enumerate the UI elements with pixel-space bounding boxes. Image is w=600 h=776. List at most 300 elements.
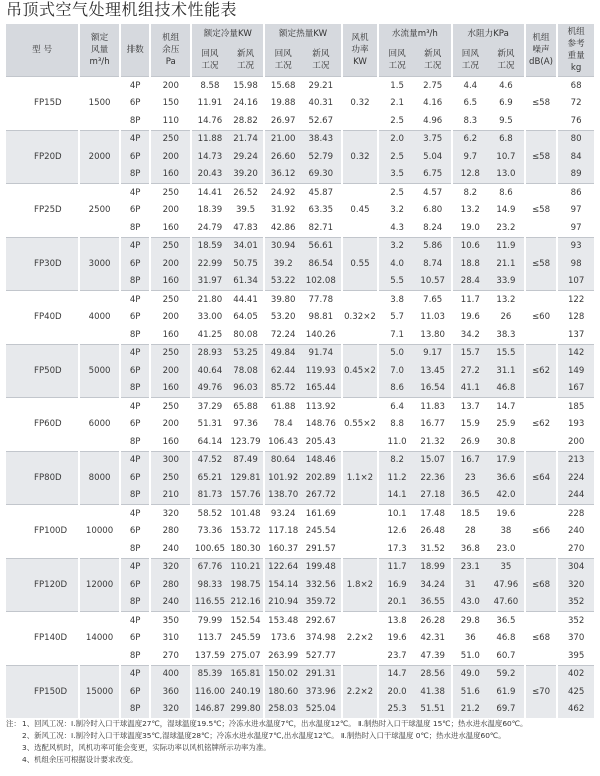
cell-rows: 4P — [120, 505, 151, 523]
cell-pressure: 310 — [150, 630, 191, 648]
cell-heating-fresh: 148.76 — [301, 416, 342, 434]
cell-noise: ≤62 — [525, 398, 558, 452]
cell-rows: 6P — [120, 630, 151, 648]
cell-cooling-return: 81.73 — [191, 487, 228, 505]
note-prefix: 注： — [6, 719, 21, 728]
cell-cooling-fresh: 240.19 — [228, 683, 265, 701]
cell-weight: 89 — [557, 166, 594, 184]
cell-cooling-return: 40.64 — [191, 362, 228, 380]
cell-cooling-fresh: 212.16 — [228, 594, 265, 612]
cell-pressure: 250 — [150, 291, 191, 309]
cell-pressure: 200 — [150, 416, 191, 434]
cell-cooling-fresh: 26.52 — [228, 184, 265, 202]
cell-cooling-fresh: 47.83 — [228, 219, 265, 237]
cell-waterflow-fresh: 51.51 — [415, 701, 452, 719]
cell-resistance-return: 15.9 — [452, 416, 489, 434]
cell-model: FP20D — [6, 130, 79, 184]
cell-waterflow-fresh: 17.48 — [415, 505, 452, 523]
cell-model: FP40D — [6, 291, 79, 345]
header-motor: 风机 功率 KW — [342, 24, 379, 77]
header-weight: 机组 参考 重量 kg — [557, 24, 594, 77]
cell-pressure: 250 — [150, 469, 191, 487]
cell-resistance-fresh: 8.6 — [488, 184, 525, 202]
cell-cooling-return: 67.76 — [191, 558, 228, 576]
cell-cooling-fresh: 78.08 — [228, 362, 265, 380]
cell-cooling-return: 116.00 — [191, 683, 228, 701]
cell-waterflow-fresh: 41.38 — [415, 683, 452, 701]
table-row — [6, 558, 594, 576]
cell-cooling-fresh: 64.05 — [228, 309, 265, 327]
note-text: 1、回风工况：Ⅰ.制冷时入口干球温度27℃，湿球温度19.5℃；冷冻水进水温度7℃，出水温度12℃。 Ⅱ.制热时入口干球温度 15℃；热水进水温度60℃。 — [22, 719, 528, 728]
cell-resistance-fresh: 35 — [488, 558, 525, 576]
cell-pressure: 160 — [150, 380, 191, 398]
cell-weight: 270 — [557, 540, 594, 558]
cell-heating-fresh: 38.43 — [301, 130, 342, 148]
cell-resistance-return: 11.7 — [452, 291, 489, 309]
performance-table — [6, 24, 594, 718]
cell-weight: 80 — [557, 130, 594, 148]
cell-pressure: 240 — [150, 540, 191, 558]
cell-cooling-return: 100.65 — [191, 540, 228, 558]
cell-waterflow-fresh: 4.57 — [415, 184, 452, 202]
cell-rows: 6P — [120, 523, 151, 541]
cell-waterflow-fresh: 26.28 — [415, 612, 452, 630]
cell-weight: 352 — [557, 594, 594, 612]
cell-resistance-fresh: 30.8 — [488, 433, 525, 451]
cell-cooling-fresh: 96.03 — [228, 380, 265, 398]
cell-noise: ≤58 — [525, 184, 558, 238]
table-row — [6, 291, 594, 309]
cell-resistance-return: 19.0 — [452, 219, 489, 237]
cell-cooling-fresh: 29.24 — [228, 148, 265, 166]
cell-resistance-fresh: 47.96 — [488, 576, 525, 594]
cell-waterflow-return: 4.0 — [378, 255, 415, 273]
cell-heating-return: 150.02 — [264, 665, 301, 683]
cell-weight: 98 — [557, 255, 594, 273]
cell-airflow: 3000 — [79, 237, 120, 291]
cell-waterflow-fresh: 4.16 — [415, 95, 452, 113]
cell-heating-fresh: 52.79 — [301, 148, 342, 166]
cell-rows: 4P — [120, 398, 151, 416]
cell-weight: 224 — [557, 469, 594, 487]
cell-waterflow-fresh: 3.75 — [415, 130, 452, 148]
cell-weight: 402 — [557, 665, 594, 683]
cell-resistance-return: 34.2 — [452, 326, 489, 344]
cell-noise: ≤60 — [525, 291, 558, 345]
cell-resistance-fresh: 38.3 — [488, 326, 525, 344]
cell-heating-fresh: 161.69 — [301, 505, 342, 523]
cell-waterflow-fresh: 11.83 — [415, 398, 452, 416]
cell-weight: 149 — [557, 362, 594, 380]
cell-waterflow-return: 13.8 — [378, 612, 415, 630]
table-row — [6, 237, 594, 255]
cell-waterflow-return: 2.5 — [378, 184, 415, 202]
cell-heating-return: 80.64 — [264, 451, 301, 469]
cell-cooling-return: 85.39 — [191, 665, 228, 683]
cell-cooling-return: 116.55 — [191, 594, 228, 612]
cell-resistance-fresh: 4.6 — [488, 77, 525, 95]
cell-heating-return: 19.88 — [264, 95, 301, 113]
cell-resistance-return: 51.6 — [452, 683, 489, 701]
cell-cooling-fresh: 153.72 — [228, 523, 265, 541]
cell-resistance-fresh: 14.7 — [488, 398, 525, 416]
cell-waterflow-return: 5.5 — [378, 273, 415, 291]
cell-resistance-return: 36 — [452, 630, 489, 648]
cell-model: FP120D — [6, 558, 79, 612]
cell-cooling-fresh: 44.41 — [228, 291, 265, 309]
cell-pressure: 160 — [150, 326, 191, 344]
cell-resistance-return: 18.8 — [452, 255, 489, 273]
cell-resistance-return: 4.4 — [452, 77, 489, 95]
table-header — [6, 24, 594, 77]
cell-resistance-fresh: 31.1 — [488, 362, 525, 380]
cell-resistance-fresh: 6.9 — [488, 95, 525, 113]
cell-cooling-return: 18.39 — [191, 202, 228, 220]
cell-heating-return: 26.97 — [264, 112, 301, 130]
cell-weight: 97 — [557, 219, 594, 237]
cell-waterflow-fresh: 6.75 — [415, 166, 452, 184]
cell-weight: 213 — [557, 451, 594, 469]
cell-cooling-return: 47.52 — [191, 451, 228, 469]
cell-waterflow-return: 25.3 — [378, 701, 415, 719]
cell-weight: 370 — [557, 630, 594, 648]
cell-weight: 352 — [557, 612, 594, 630]
cell-heating-return: 117.18 — [264, 523, 301, 541]
cell-resistance-return: 13.7 — [452, 398, 489, 416]
cell-resistance-return: 28 — [452, 523, 489, 541]
cell-pressure: 200 — [150, 255, 191, 273]
cell-resistance-fresh: 38 — [488, 523, 525, 541]
cell-resistance-fresh: 25.9 — [488, 416, 525, 434]
cell-cooling-fresh: 80.08 — [228, 326, 265, 344]
cell-rows: 4P — [120, 451, 151, 469]
cell-resistance-fresh: 36.5 — [488, 612, 525, 630]
cell-motor: 0.32 — [342, 77, 379, 131]
cell-resistance-fresh: 60.7 — [488, 647, 525, 665]
cell-rows: 8P — [120, 594, 151, 612]
cell-waterflow-return: 14.7 — [378, 665, 415, 683]
cell-cooling-fresh: 198.75 — [228, 576, 265, 594]
cell-waterflow-return: 14.1 — [378, 487, 415, 505]
cell-resistance-fresh: 10.7 — [488, 148, 525, 166]
cell-pressure: 400 — [150, 665, 191, 683]
cell-heating-return: 154.14 — [264, 576, 301, 594]
table-row — [6, 665, 594, 683]
cell-rows: 6P — [120, 469, 151, 487]
note-text: 2、新风工况：Ⅰ.制冷时入口干球温度35℃,湿球温度28℃；冷冻水进水温度7℃,出水温度12℃。 Ⅱ.制热时入口干球温度 0℃；热水进水温度60℃。 — [22, 731, 506, 740]
subheader-return-air: 回风 工况 — [264, 43, 301, 77]
cell-heating-fresh: 63.35 — [301, 202, 342, 220]
cell-weight: 320 — [557, 576, 594, 594]
cell-weight: 72 — [557, 95, 594, 113]
cell-waterflow-return: 12.6 — [378, 523, 415, 541]
cell-cooling-return: 24.79 — [191, 219, 228, 237]
cell-rows: 6P — [120, 362, 151, 380]
cell-cooling-fresh: 61.34 — [228, 273, 265, 291]
cell-heating-return: 30.94 — [264, 237, 301, 255]
cell-waterflow-fresh: 5.04 — [415, 148, 452, 166]
cell-cooling-return: 79.99 — [191, 612, 228, 630]
cell-rows: 4P — [120, 130, 151, 148]
cell-cooling-fresh: 157.76 — [228, 487, 265, 505]
cell-cooling-return: 73.36 — [191, 523, 228, 541]
cell-airflow: 12000 — [79, 558, 120, 612]
cell-heating-return: 210.94 — [264, 594, 301, 612]
cell-pressure: 320 — [150, 701, 191, 719]
cell-waterflow-return: 7.1 — [378, 326, 415, 344]
note-line — [6, 742, 596, 754]
subheader-return-air: 回风 工况 — [378, 43, 415, 77]
cell-heating-fresh: 291.57 — [301, 540, 342, 558]
cell-waterflow-return: 3.8 — [378, 291, 415, 309]
cell-cooling-return: 14.76 — [191, 112, 228, 130]
cell-rows: 6P — [120, 202, 151, 220]
cell-cooling-fresh: 39.20 — [228, 166, 265, 184]
cell-motor: 0.45 — [342, 184, 379, 238]
cell-resistance-return: 16.7 — [452, 451, 489, 469]
cell-weight: 240 — [557, 523, 594, 541]
table-row — [6, 77, 594, 95]
header-heating: 额定热量KW — [264, 24, 341, 43]
cell-resistance-fresh: 42.0 — [488, 487, 525, 505]
cell-cooling-return: 98.33 — [191, 576, 228, 594]
cell-waterflow-return: 3.2 — [378, 237, 415, 255]
cell-waterflow-return: 8.6 — [378, 380, 415, 398]
cell-resistance-fresh: 13.2 — [488, 291, 525, 309]
cell-resistance-fresh: 26 — [488, 309, 525, 327]
cell-waterflow-fresh: 7.65 — [415, 291, 452, 309]
cell-heating-return: 85.72 — [264, 380, 301, 398]
cell-heating-return: 106.43 — [264, 433, 301, 451]
cell-waterflow-fresh: 21.32 — [415, 433, 452, 451]
cell-heating-fresh: 82.71 — [301, 219, 342, 237]
cell-resistance-fresh: 47.60 — [488, 594, 525, 612]
cell-cooling-return: 37.29 — [191, 398, 228, 416]
cell-waterflow-fresh: 18.99 — [415, 558, 452, 576]
cell-resistance-return: 21.2 — [452, 701, 489, 719]
cell-noise: ≤66 — [525, 505, 558, 559]
cell-heating-fresh: 359.72 — [301, 594, 342, 612]
cell-rows: 4P — [120, 665, 151, 683]
cell-rows: 8P — [120, 166, 151, 184]
cell-model: FP25D — [6, 184, 79, 238]
cell-rows: 4P — [120, 558, 151, 576]
table-row — [6, 344, 594, 362]
cell-heating-return: 61.88 — [264, 398, 301, 416]
cell-noise: ≤58 — [525, 130, 558, 184]
cell-pressure: 160 — [150, 273, 191, 291]
cell-model: FP80D — [6, 451, 79, 505]
cell-noise: ≤58 — [525, 237, 558, 291]
cell-heating-return: 173.6 — [264, 630, 301, 648]
cell-rows: 4P — [120, 344, 151, 362]
cell-pressure: 200 — [150, 77, 191, 95]
cell-heating-fresh: 525.04 — [301, 701, 342, 719]
cell-cooling-return: 41.25 — [191, 326, 228, 344]
cell-rows: 6P — [120, 309, 151, 327]
cell-pressure: 270 — [150, 647, 191, 665]
cell-resistance-return: 18.5 — [452, 505, 489, 523]
cell-resistance-return: 27.2 — [452, 362, 489, 380]
subheader-fresh-air: 新风 工况 — [415, 43, 452, 77]
cell-heating-return: 101.92 — [264, 469, 301, 487]
cell-airflow: 5000 — [79, 344, 120, 398]
cell-pressure: 300 — [150, 451, 191, 469]
cell-pressure: 320 — [150, 558, 191, 576]
cell-noise: ≤58 — [525, 77, 558, 131]
cell-cooling-return: 11.91 — [191, 95, 228, 113]
cell-rows: 8P — [120, 487, 151, 505]
cell-waterflow-fresh: 10.57 — [415, 273, 452, 291]
cell-model: FP150D — [6, 665, 79, 718]
cell-waterflow-return: 3.2 — [378, 202, 415, 220]
cell-motor: 2.2×2 — [342, 665, 379, 718]
cell-waterflow-return: 10.1 — [378, 505, 415, 523]
cell-waterflow-return: 5.7 — [378, 309, 415, 327]
cell-resistance-return: 6.5 — [452, 95, 489, 113]
header-resistance: 水阻力KPa — [452, 24, 525, 43]
cell-resistance-return: 23.1 — [452, 558, 489, 576]
cell-pressure: 280 — [150, 576, 191, 594]
note-line — [6, 754, 596, 766]
cell-waterflow-fresh: 5.86 — [415, 237, 452, 255]
cell-resistance-fresh: 6.8 — [488, 130, 525, 148]
cell-heating-fresh: 40.31 — [301, 95, 342, 113]
header-pressure: 机组 余压 Pa — [150, 24, 191, 77]
cell-heating-fresh: 45.87 — [301, 184, 342, 202]
cell-rows: 6P — [120, 255, 151, 273]
subheader-fresh-air: 新风 工况 — [228, 43, 265, 77]
cell-rows: 6P — [120, 416, 151, 434]
cell-rows: 4P — [120, 184, 151, 202]
cell-cooling-return: 20.43 — [191, 166, 228, 184]
cell-heating-fresh: 332.56 — [301, 576, 342, 594]
cell-resistance-fresh: 19.6 — [488, 505, 525, 523]
cell-cooling-fresh: 28.82 — [228, 112, 265, 130]
cell-resistance-return: 36.5 — [452, 487, 489, 505]
cell-waterflow-return: 11.7 — [378, 558, 415, 576]
cell-motor: 0.55 — [342, 237, 379, 291]
cell-noise: ≤62 — [525, 344, 558, 398]
cell-waterflow-fresh: 34.24 — [415, 576, 452, 594]
cell-weight: 304 — [557, 558, 594, 576]
cell-heating-return: 180.60 — [264, 683, 301, 701]
cell-pressure: 350 — [150, 612, 191, 630]
cell-pressure: 200 — [150, 362, 191, 380]
cell-resistance-return: 10.6 — [452, 237, 489, 255]
cell-airflow: 14000 — [79, 612, 120, 666]
cell-resistance-fresh: 46.8 — [488, 630, 525, 648]
cell-heating-return: 263.99 — [264, 647, 301, 665]
cell-resistance-fresh: 46.8 — [488, 380, 525, 398]
cell-pressure: 250 — [150, 344, 191, 362]
cell-noise: ≤64 — [525, 451, 558, 505]
cell-waterflow-fresh: 2.75 — [415, 77, 452, 95]
cell-airflow: 6000 — [79, 398, 120, 452]
table-row — [6, 612, 594, 630]
cell-weight: 142 — [557, 344, 594, 362]
cell-cooling-fresh: 50.75 — [228, 255, 265, 273]
header-noise: 机组 噪声 dB(A) — [525, 24, 558, 77]
cell-resistance-return: 8.2 — [452, 184, 489, 202]
cell-airflow: 10000 — [79, 505, 120, 559]
cell-cooling-fresh: 152.54 — [228, 612, 265, 630]
cell-cooling-fresh: 53.25 — [228, 344, 265, 362]
cell-cooling-return: 58.52 — [191, 505, 228, 523]
cell-heating-return: 15.68 — [264, 77, 301, 95]
cell-resistance-return: 15.7 — [452, 344, 489, 362]
cell-cooling-return: 64.14 — [191, 433, 228, 451]
cell-heating-fresh: 199.48 — [301, 558, 342, 576]
cell-resistance-return: 8.3 — [452, 112, 489, 130]
cell-weight: 167 — [557, 380, 594, 398]
cell-rows: 8P — [120, 433, 151, 451]
cell-heating-fresh: 86.54 — [301, 255, 342, 273]
cell-resistance-fresh: 17.9 — [488, 451, 525, 469]
cell-pressure: 250 — [150, 130, 191, 148]
cell-weight: 395 — [557, 647, 594, 665]
cell-heating-return: 138.70 — [264, 487, 301, 505]
cell-waterflow-return: 11.2 — [378, 469, 415, 487]
cell-resistance-fresh: 33.9 — [488, 273, 525, 291]
cell-cooling-fresh: 180.30 — [228, 540, 265, 558]
cell-pressure: 200 — [150, 309, 191, 327]
cell-resistance-return: 51.0 — [452, 647, 489, 665]
cell-pressure: 200 — [150, 202, 191, 220]
cell-heating-fresh: 77.78 — [301, 291, 342, 309]
cell-heating-fresh: 98.81 — [301, 309, 342, 327]
cell-resistance-return: 29.8 — [452, 612, 489, 630]
cell-waterflow-fresh: 13.45 — [415, 362, 452, 380]
cell-resistance-fresh: 61.9 — [488, 683, 525, 701]
cell-weight: 84 — [557, 148, 594, 166]
cell-rows: 4P — [120, 77, 151, 95]
cell-waterflow-fresh: 6.80 — [415, 202, 452, 220]
cell-cooling-return: 28.93 — [191, 344, 228, 362]
cell-weight: 97 — [557, 202, 594, 220]
cell-heating-return: 39.80 — [264, 291, 301, 309]
cell-noise: ≤70 — [525, 665, 558, 718]
cell-resistance-fresh: 59.2 — [488, 665, 525, 683]
cell-model: FP15D — [6, 77, 79, 131]
cell-waterflow-fresh: 36.55 — [415, 594, 452, 612]
cell-waterflow-fresh: 8.74 — [415, 255, 452, 273]
cell-motor: 0.55×2 — [342, 398, 379, 452]
cell-cooling-fresh: 275.07 — [228, 647, 265, 665]
note-text: 3、选配风机时，风机功率可能会变更，实际功率以风机铭牌所示功率为准。 — [22, 743, 271, 752]
cell-resistance-return: 9.7 — [452, 148, 489, 166]
cell-pressure: 360 — [150, 683, 191, 701]
cell-model: FP140D — [6, 612, 79, 666]
note-line — [6, 718, 596, 730]
note-text: 4、机组余压可根据设计要求改变。 — [22, 755, 138, 764]
cell-heating-fresh: 113.92 — [301, 398, 342, 416]
cell-pressure: 200 — [150, 148, 191, 166]
cell-airflow: 8000 — [79, 451, 120, 505]
cell-waterflow-return: 17.3 — [378, 540, 415, 558]
cell-heating-fresh: 102.08 — [301, 273, 342, 291]
cell-heating-return: 21.00 — [264, 130, 301, 148]
cell-rows: 8P — [120, 326, 151, 344]
cell-cooling-return: 113.7 — [191, 630, 228, 648]
table-row — [6, 398, 594, 416]
cell-cooling-fresh: 15.98 — [228, 77, 265, 95]
cell-airflow: 4000 — [79, 291, 120, 345]
cell-weight: 200 — [557, 433, 594, 451]
cell-weight: 228 — [557, 505, 594, 523]
cell-pressure: 160 — [150, 166, 191, 184]
cell-waterflow-fresh: 31.52 — [415, 540, 452, 558]
